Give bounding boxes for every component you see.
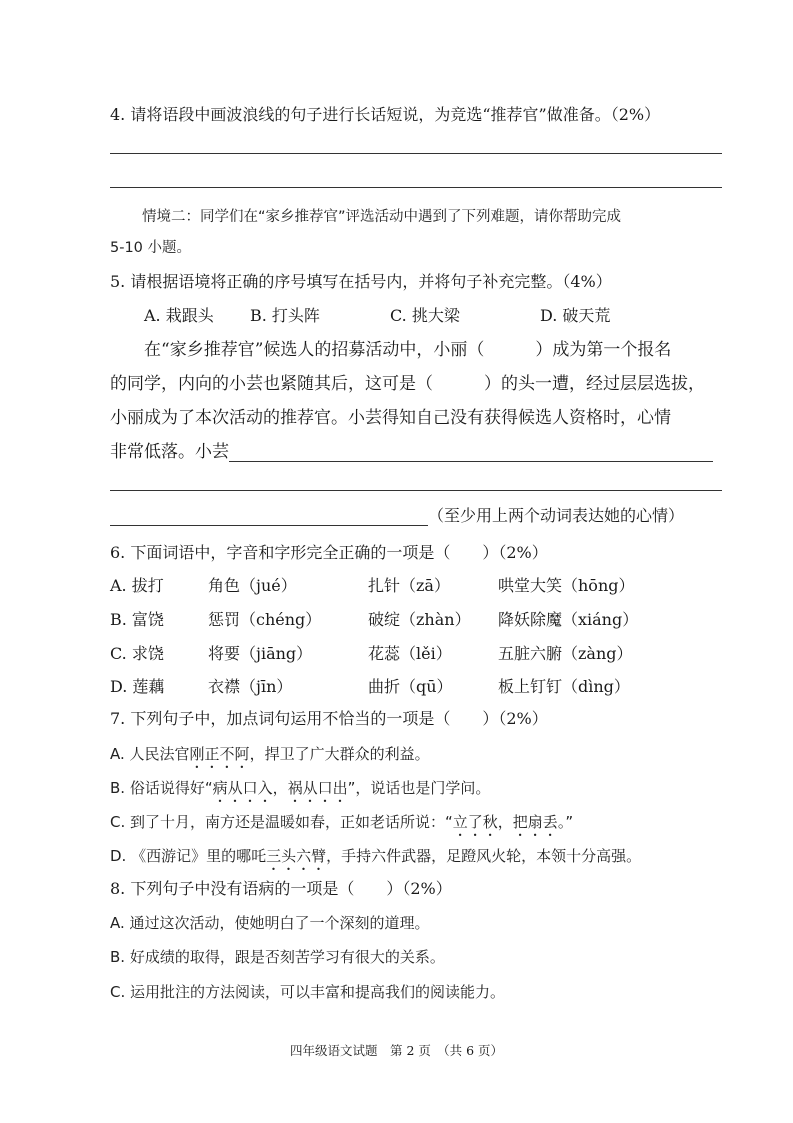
q6-row-b-word-2: 破绽（zhàn）	[368, 610, 471, 629]
q4-prompt: 4. 请将语段中画波浪线的句子进行长话短说，为竞选“推荐官”做准备。（2%）	[110, 105, 661, 124]
q6-row-a-word-3: 哄堂大笑（hōng）	[498, 576, 635, 595]
q4-answer-line-2[interactable]	[110, 187, 722, 188]
q5-hint: （至少用上两个动词表达她的心情）	[428, 506, 685, 525]
q7-option-a	[110, 744, 430, 772]
q7-option-c-post: 。”	[557, 813, 574, 831]
q6-row-a-word-1: 角色（jué）	[208, 576, 297, 595]
page-footer: 四年级语文试题 第 2 页 （共 6 页）	[289, 1043, 504, 1058]
q7-option-d	[110, 846, 641, 874]
q6-row-b-word-3: 降妖除魔（xiáng）	[498, 610, 639, 629]
q5-option-a: A. 栽跟头	[144, 306, 214, 325]
q5-option-c: C. 挑大梁	[390, 306, 460, 325]
q5-paragraph-line-3: 小丽成为了本次活动的推荐官。小芸得知自己没有获得候选人资格时，心情	[110, 408, 671, 428]
q5-answer-line-2[interactable]	[110, 490, 722, 491]
q5-paragraph-line-1: 在“家乡推荐官”候选人的招募活动中，小丽（ ）成为第一个报名	[144, 340, 672, 360]
q7-option-d-pre: D. 《西游记》里的哪吒	[110, 847, 267, 865]
q5-answer-line-3	[110, 506, 684, 526]
q6-row-c-word-3: 五脏六腑（zàng）	[498, 644, 633, 663]
q6-row-d-label: D. 莲藕	[110, 677, 165, 696]
q7-option-b-post: ”，说话也是门学问。	[347, 779, 491, 797]
q7-option-a-post: ，捍卫了广大群众的利益。	[249, 745, 430, 763]
q4-answer-line-1[interactable]	[110, 153, 722, 154]
q7-option-c	[110, 812, 573, 840]
q7-option-c-dotted: 立了秋，把扇丢	[452, 813, 558, 831]
q6-row-a-word-2: 扎针（zā）	[368, 576, 450, 595]
q7-option-a-pre: A. 人民法官	[110, 745, 190, 763]
q6-row-d-word-3: 板上钉钉（dìng）	[498, 677, 630, 696]
q5-option-b: B. 打头阵	[250, 306, 320, 325]
q6-row-a-label: A. 拔打	[110, 576, 164, 595]
q7-prompt: 7. 下列句子中，加点词句运用不恰当的一项是（ ）（2%）	[110, 709, 548, 728]
q6-row-c-label: C. 求饶	[110, 644, 164, 663]
q7-option-c-pre: C. 到了十月，南方还是温暖如春，正如老话所说：“	[110, 813, 453, 831]
q5-paragraph-line-4	[110, 442, 713, 462]
q8-option-a: A. 通过这次活动，使她明白了一个深刻的道理。	[110, 914, 430, 932]
q8-option-b: B. 好成绩的取得，跟是否刻苦学习有很大的关系。	[110, 948, 445, 966]
q7-option-d-post: ，手持六件武器，足蹬风火轮，本领十分高强。	[326, 847, 642, 865]
q6-row-b-word-1: 惩罚（chéng）	[208, 610, 322, 629]
q7-option-d-dotted: 三头六臂	[266, 847, 327, 865]
q6-row-b-label: B. 富饶	[110, 610, 164, 629]
q7-option-a-dotted: 刚正不阿	[189, 745, 250, 763]
q8-option-c: C. 运用批注的方法阅读，可以丰富和提高我们的阅读能力。	[110, 983, 506, 1001]
q6-prompt: 6. 下面词语中，字音和字形完全正确的一项是（ ）（2%）	[110, 543, 548, 562]
scenario2-line-1: 情境二：同学们在“家乡推荐官”评选活动中遇到了下列难题，请你帮助完成	[142, 209, 622, 225]
q6-row-d-word-1: 衣襟（jīn）	[208, 677, 293, 696]
q7-option-b-dotted: 病从口入，祸从口出	[212, 779, 348, 797]
q5-paragraph-line-2: 的同学，内向的小芸也紧随其后，这可是（ ）的头一遭，经过层层选拔，	[110, 374, 705, 394]
q6-row-d-word-2: 曲折（qū）	[368, 677, 453, 696]
q5-prompt: 5. 请根据语境将正确的序号填写在括号内，并将句子补充完整。（4%）	[110, 272, 612, 291]
q5-option-d: D. 破天荒	[540, 306, 611, 325]
q7-option-b	[110, 778, 490, 806]
scenario2-line-2: 5-10 小题。	[110, 240, 192, 256]
q8-prompt: 8. 下列句子中没有语病的一项是（ ）（2%）	[110, 879, 452, 898]
q7-option-b-pre: B. 俗话说得好“	[110, 779, 213, 797]
q5-paragraph-text: 非常低落。小芸	[110, 442, 229, 462]
q5-answer-blank-1[interactable]	[229, 461, 713, 462]
q6-row-c-word-1: 将要（jiāng）	[208, 644, 313, 663]
q6-row-c-word-2: 花蕊（lěi）	[368, 644, 452, 663]
q5-answer-blank-3[interactable]	[110, 525, 428, 526]
